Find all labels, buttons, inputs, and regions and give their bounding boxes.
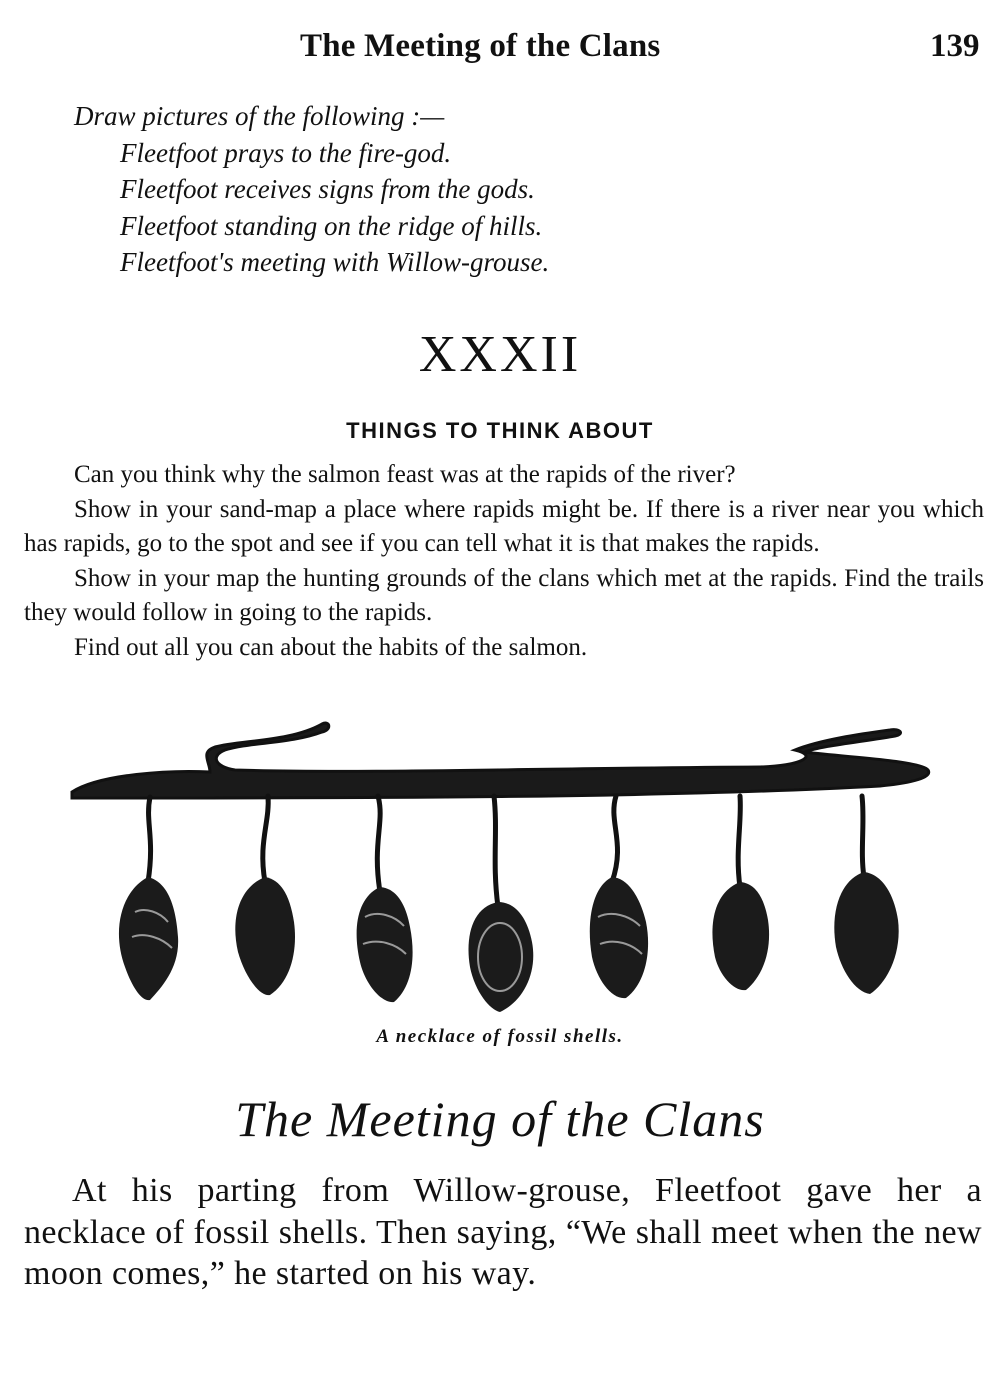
story-title: The Meeting of the Clans [235,1091,765,1147]
exercise-item: Fleetfoot's meeting with Willow-grouse. [120,247,550,277]
fossil-shell [834,872,898,994]
shell-string [494,796,498,907]
fossil-shell [590,877,648,998]
question-paragraph: Find out all you can about the habits of the salmon. [74,633,588,661]
shell-string [738,796,740,887]
chapter-number: XXXII [418,326,582,383]
questions-section [24,458,984,665]
shell-string [612,796,618,882]
exercise-item: Fleetfoot receives signs from the gods. [120,174,535,204]
question-paragraph: Show in your map the hunting grounds of the clans which met at the rapids. Find the trails they would follow in going to the rapids. [24,564,984,626]
story-paragraph: At his parting from Willow-grouse, Fleetfoot gave her a necklace of fossil shells. Then saying, “We shall meet when the new moon comes,” he started on his way. [24,1172,982,1292]
story-body [24,1170,982,1295]
shell-string [148,797,151,882]
running-title: The Meeting of the Clans [300,28,661,64]
necklace-illustration [60,712,940,1012]
necklace-cord [72,723,929,798]
section-heading: THINGS TO THINK ABOUT [346,418,654,443]
shell-string [862,796,864,877]
fossil-shell [712,882,769,990]
figure-caption: A necklace of fossil shells. [376,1026,624,1047]
exercise-intro: Draw pictures of the following :— [74,101,445,131]
exercise-item: Fleetfoot standing on the ridge of hills. [120,210,543,241]
fossil-shell [235,877,295,995]
question-paragraph: Show in your sand-map a place where rapids might be. If there is a river near you which has rapids, go to the spot and see if you can tell what it is that makes the rapids. [24,495,984,557]
question-paragraph: Can you think why the salmon feast was at the rapids of the river? [74,461,736,488]
exercise-item: Fleetfoot prays to the fire-god. [120,137,452,168]
fossil-shell-necklace-image [60,712,940,1012]
running-head [0,28,1000,68]
shell-string [377,796,380,892]
fossil-shell [119,877,178,1000]
shell-string [263,796,268,882]
page-number: 139 [930,28,980,64]
exercise-list [0,98,1000,281]
fossil-shell [357,887,413,1002]
